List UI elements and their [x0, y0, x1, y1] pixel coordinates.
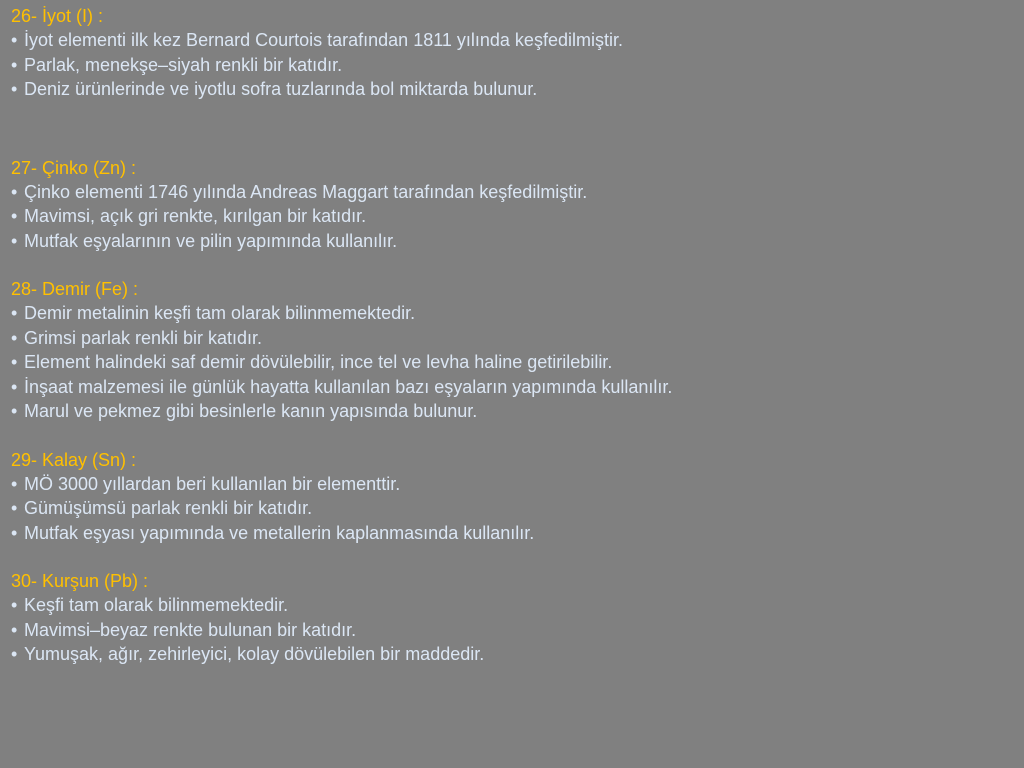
bullet-icon: • — [11, 206, 18, 226]
list-item — [11, 326, 1024, 351]
bullet-icon: • — [11, 498, 18, 518]
list-item-text: Mavimsi, açık gri renkte, kırılgan bir katıdır. — [24, 206, 367, 226]
section-heading: 27- Çinko (Zn) : — [11, 157, 137, 178]
list-item-text: Grimsi parlak renkli bir katıdır. — [24, 327, 263, 348]
list-item-text: MÖ 3000 yıllardan beri kullanılan bir elementtir. — [24, 473, 401, 494]
list-item — [11, 521, 1024, 546]
list-item — [11, 180, 1024, 205]
bullet-icon: • — [11, 79, 18, 99]
section-heading: 29- Kalay (Sn) : — [11, 449, 137, 470]
list-item — [11, 229, 1024, 254]
bullet-icon: • — [11, 595, 18, 615]
list-item-text: Demir metalinin keşfi tam olarak bilinmemektedir. — [24, 303, 416, 323]
list-item — [11, 618, 1024, 643]
list-item-text: İnşaat malzemesi ile günlük hayatta kullanılan bazı eşyaların yapımında kullanılır. — [24, 376, 673, 397]
list-item — [11, 28, 1024, 53]
list-item-text: Yumuşak, ağır, zehirleyici, kolay dövülebilen bir maddedir. — [24, 644, 485, 664]
bullet-icon: • — [11, 401, 18, 421]
list-item — [11, 53, 1024, 78]
list-item-text: Element halindeki saf demir dövülebilir, ince tel ve levha haline getirilebilir. — [24, 352, 613, 372]
section-heading: 30- Kurşun (Pb) : — [11, 571, 149, 591]
section-heading: 28- Demir (Fe) : — [11, 279, 139, 299]
list-item-text: Mutfak eşyası yapımında ve metallerin kaplanmasında kullanılır. — [24, 522, 535, 543]
list-item — [11, 350, 1024, 375]
section-demir — [11, 277, 1024, 424]
bullet-icon: • — [11, 30, 18, 50]
bullet-list — [11, 472, 1024, 546]
bullet-icon: • — [11, 54, 18, 75]
bullet-list — [11, 28, 1024, 102]
bullet-list — [11, 301, 1024, 424]
list-item-text: Keşfi tam olarak bilinmemektedir. — [24, 595, 289, 615]
list-item — [11, 399, 1024, 424]
list-item — [11, 496, 1024, 521]
list-item-text: Mavimsi–beyaz renkte bulunan bir katıdır. — [24, 619, 357, 640]
list-item — [11, 301, 1024, 326]
bullet-list — [11, 180, 1024, 254]
list-item-text: Çinko elementi 1746 yılında Andreas Maggart tarafından keşfedilmiştir. — [24, 181, 588, 202]
list-item — [11, 593, 1024, 618]
bullet-icon: • — [11, 619, 18, 640]
list-item — [11, 375, 1024, 400]
list-item-text: Mutfak eşyalarının ve pilin yapımında kullanılır. — [24, 230, 398, 251]
bullet-icon: • — [11, 644, 18, 664]
section-iyot — [11, 4, 1024, 102]
bullet-icon: • — [11, 522, 18, 543]
bullet-icon: • — [11, 327, 18, 348]
list-item — [11, 204, 1024, 229]
list-item-text: İyot elementi ilk kez Bernard Courtois tarafından 1811 yılında keşfedilmiştir. — [24, 30, 623, 50]
bullet-icon: • — [11, 376, 18, 397]
section-kalay — [11, 448, 1024, 546]
bullet-list — [11, 593, 1024, 667]
section-kursun — [11, 569, 1024, 667]
list-item-text: Gümüşümsü parlak renkli bir katıdır. — [24, 498, 313, 518]
bullet-icon: • — [11, 230, 18, 251]
list-item — [11, 642, 1024, 667]
bullet-icon: • — [11, 303, 18, 323]
section-heading: 26- İyot (I) : — [11, 6, 104, 26]
list-item-text: Marul ve pekmez gibi besinlerle kanın yapısında bulunur. — [24, 401, 478, 421]
list-item — [11, 77, 1024, 102]
bullet-icon: • — [11, 352, 18, 372]
section-cinko — [11, 156, 1024, 254]
bullet-icon: • — [11, 473, 18, 494]
bullet-icon: • — [11, 181, 18, 202]
list-item-text: Parlak, menekşe–siyah renkli bir katıdır. — [24, 54, 343, 75]
list-item — [11, 472, 1024, 497]
list-item-text: Deniz ürünlerinde ve iyotlu sofra tuzlarında bol miktarda bulunur. — [24, 79, 538, 99]
